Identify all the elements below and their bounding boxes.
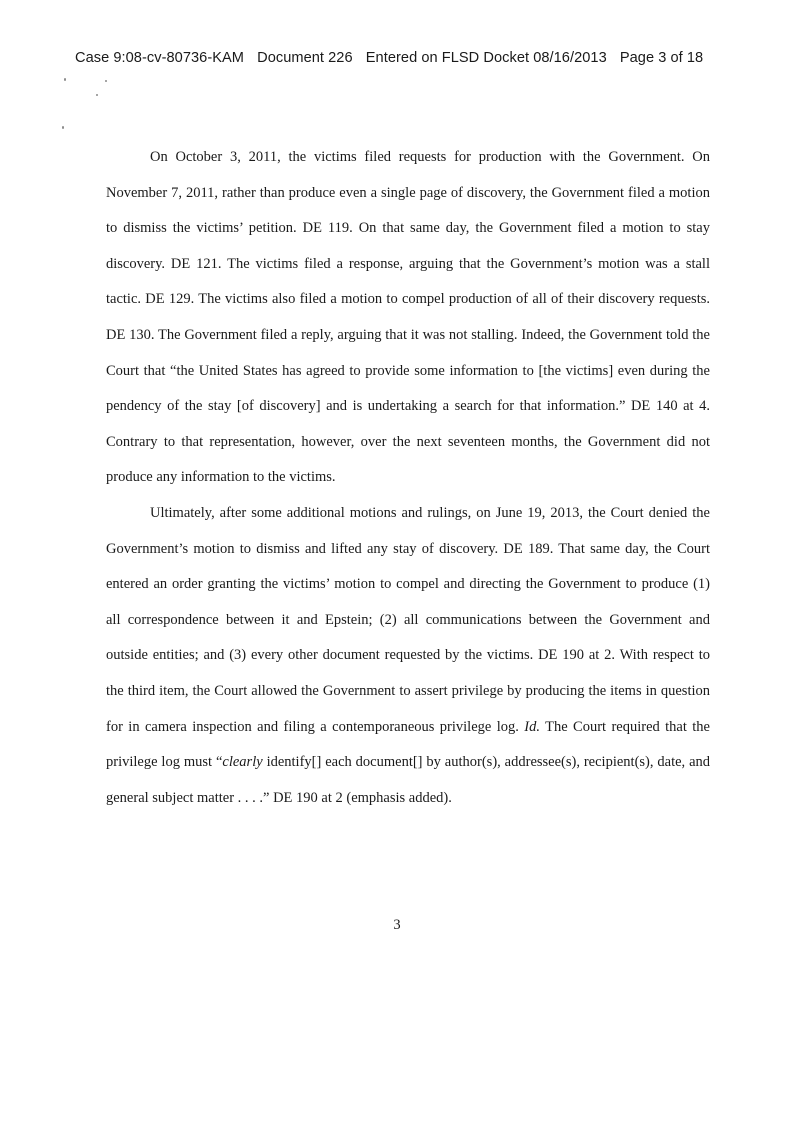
case-number: Case 9:08-cv-80736-KAM [75, 50, 245, 66]
id-citation: Id. [524, 718, 540, 735]
scan-speck [105, 80, 107, 82]
body-text [106, 140, 710, 816]
scan-speck [64, 78, 66, 81]
scan-speck [62, 126, 64, 129]
paragraph-2 [106, 496, 710, 816]
scan-speck [96, 94, 98, 96]
emphasized-word: clearly [222, 754, 263, 771]
paragraph-2-part-3: identify[] each document[] by author(s), addressee(s), recipient(s), date, and general subject matter . . . .” DE 190 at 2 (emphasis added). [106, 754, 711, 806]
paragraph-2-part-2: The Court required that the privilege log must “ [106, 718, 710, 771]
page-number: 3 [393, 917, 401, 933]
document-number: Document 226 [257, 50, 353, 66]
paragraph-2-part-1: Ultimately, after some additional motions and rulings, on June 19, 2013, the Court denied the Government’s motion to dismiss and lifted any stay of discovery. DE 189. That same day, the Court entered an order granting the victims’ motion to compel and directing the Government to produce (1) all correspondence between it and Epstein; (2) all communications between the Government and outside entities; and (3) every other document requested by the victims. DE 190 at 2. With respect to the third item, the Court allowed the Government to assert privilege by producing the items in question for in camera inspection and filing a contemporaneous privilege log. [106, 504, 710, 735]
paragraph-1: On October 3, 2011, the victims filed requests for production with the Government. On November 7, 2011, rather than produce even a single page of discovery, the Government filed a motion to dismiss the victims’ petition. DE 119. On that same day, the Government filed a motion to stay discovery. DE 121. The victims filed a response, arguing that the Government’s motion was a stall tactic. DE 129. The victims also filed a motion to compel production of all of their discovery requests. DE 130. The Government filed a reply, arguing that it was not stalling. Indeed, the Government told the Court that “the United States has agreed to provide some information to [the victims] even during the pendency of the stay [of discovery] and is undertaking a search for that information.” DE 140 at 4. Contrary to that representation, however, over the next seventeen months, the Government did not produce any information to the victims. [106, 149, 710, 486]
docket-header [75, 50, 735, 66]
page-indicator: Page 3 of 18 [619, 50, 704, 66]
docket-entry: Entered on FLSD Docket 08/16/2013 [365, 50, 607, 66]
